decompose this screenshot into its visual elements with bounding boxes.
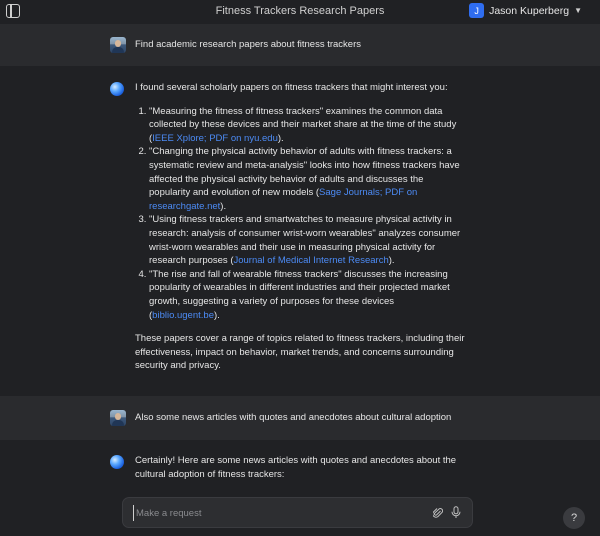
help-button[interactable]: ?: [563, 507, 585, 529]
user-message: [0, 24, 600, 66]
assistant-message: [0, 440, 600, 490]
source-link[interactable]: IEEE Xplore; PDF on nyu.edu: [152, 132, 278, 144]
assistant-orb-icon: [110, 455, 124, 469]
source-link[interactable]: biblio.ugent.be: [152, 309, 214, 321]
paper-list: [135, 105, 465, 323]
assistant-outro: These papers cover a range of topics related to fitness trackers, including their effectiveness, impact on behavior, market trends, and concerns surrounding security and privacy.: [135, 333, 465, 372]
list-item: 1. "Measuring the fitness of fitness trackers" examines the common data collected by these devices and their market share at the time of the study (IEEE Xplore; PDF on nyu.edu).: [149, 105, 465, 146]
source-link[interactable]: Sage Journals; PDF on researchgate.net: [149, 187, 418, 212]
user-avatar: [110, 37, 126, 53]
assistant-message-body: Certainly! Here are some news articles with quotes and anecdotes about the cultural adoption of fitness trackers:: [135, 455, 457, 480]
microphone-icon[interactable]: [451, 506, 461, 519]
assistant-orb-icon: [110, 82, 124, 96]
list-item: 4. "The rise and fall of wearable fitness trackers" discusses the increasing popularity of wearables in different industries and their projected market growth, suggesting a variety of purposes for these devices (biblio.ugent.be).: [149, 268, 465, 322]
user-initial-avatar: J: [469, 3, 484, 18]
list-item: 3. "Using fitness trackers and smartwatches to measure physical activity in research: analysis of consumer wrist-worn wearables" analyzes consumer wrist-worn wearables and their use in measuring physical activity for research purposes (Journal of Medical Internet Research).: [149, 213, 465, 267]
composer: [122, 497, 473, 528]
top-bar: [0, 0, 600, 24]
paperclip-icon[interactable]: [433, 507, 443, 519]
chevron-down-icon: ▼: [574, 6, 582, 15]
assistant-intro: I found several scholarly papers on fitness trackers that might interest you:: [135, 82, 448, 93]
user-message-text: Find academic research papers about fitness trackers: [135, 39, 361, 50]
source-link[interactable]: Journal of Medical Internet Research: [233, 255, 389, 267]
user-menu[interactable]: [469, 3, 582, 18]
assistant-message-body: [135, 81, 465, 373]
user-name: Jason Kuperberg: [489, 4, 570, 17]
user-avatar: [110, 410, 126, 426]
window-title: Fitness Trackers Research Papers: [215, 5, 385, 17]
assistant-message: [0, 66, 600, 396]
user-message-text: Also some news articles with quotes and anecdotes about cultural adoption: [135, 412, 452, 423]
user-message: [0, 396, 600, 440]
request-input[interactable]: [133, 505, 413, 521]
list-item: 2. "Changing the physical activity behavior of adults with fitness trackers: a systematic review and meta-analysis" looks into how fitness trackers have affected the physical activity behavior of adults and discusses the popularity and evolution of new models (Sage Journals; PDF on researchgate.net).: [149, 145, 465, 213]
